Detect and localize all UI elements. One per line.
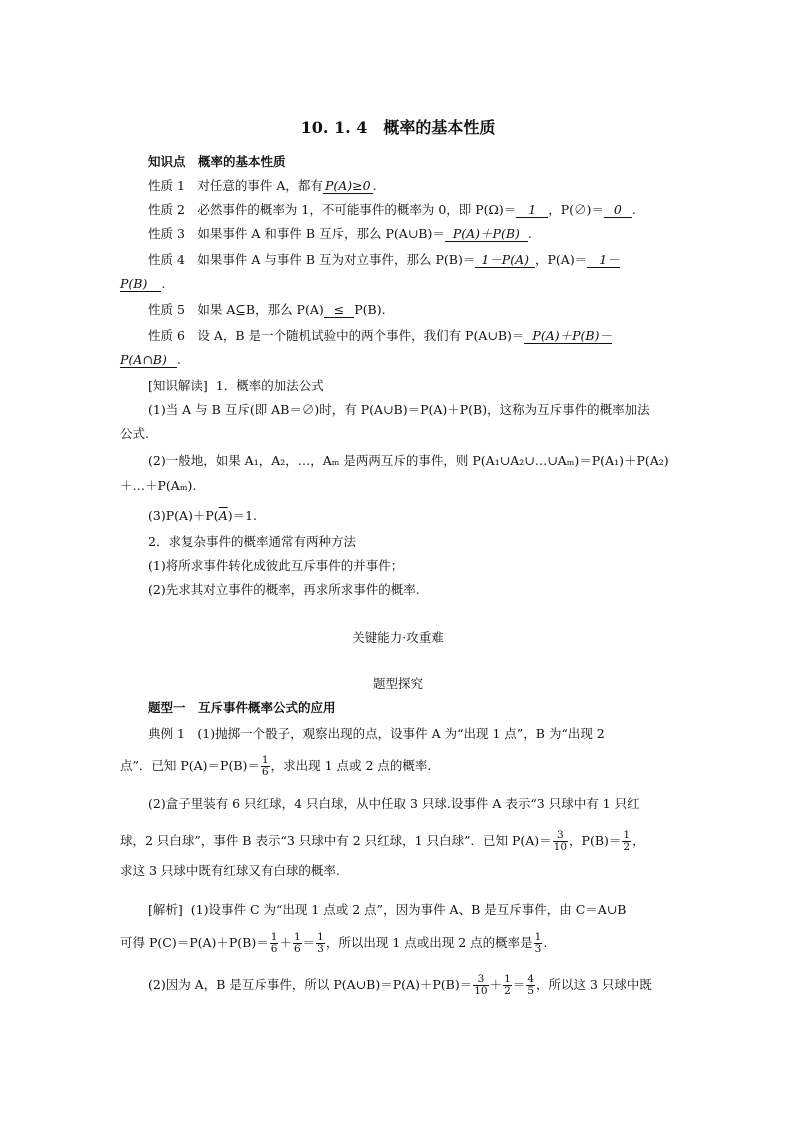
- fill-blank: 1－P(A): [475, 252, 535, 268]
- fraction: $\frac{1}{6}$: [261, 754, 269, 778]
- fraction: $\frac{1}{6}$: [270, 931, 278, 955]
- fill-blank: 1: [516, 202, 548, 218]
- knowledge-reading-heading: [知识解读] 1．概率的加法公式: [148, 378, 324, 393]
- example-1-1-cont: 点”．已知 P(A)＝P(B)＝ $\frac{1}{6}$ ，求出现 1 点或 2 点的概率.: [120, 754, 432, 778]
- property-4-cont: P(B) .: [120, 276, 166, 291]
- property-3: 性质 3 如果事件 A 和事件 B 互斥，那么 P(A∪B)＝ P(A)＋P(B) .: [148, 226, 532, 241]
- fill-blank: P(A)≥0: [324, 178, 371, 193]
- property-6-cont: P(A∩B) .: [120, 352, 181, 367]
- fraction: $\frac{1}{3}$: [317, 931, 324, 955]
- property-1: 性质 1 对任意的事件 A，都有 P(A)≥0 .: [148, 178, 377, 193]
- reading-1-3: $(3)P(A)+P(\overline{A})=1$.: [148, 508, 258, 523]
- example-1-2-cont: 球，2 只白球”，事件 B 表示“3 只球中有 2 只红球，1 只白球”．已知 P(A)＝ $\frac{3}{10}$ ，P(B)＝ $\frac{1}{2}$ ，: [120, 829, 645, 853]
- fraction: $\frac{3}{10}$: [553, 829, 568, 853]
- fill-blank: P(A)＋P(B)－: [524, 328, 612, 344]
- fraction: $\frac{4}{5}$: [527, 973, 535, 997]
- fraction: $\frac{1}{3}$: [534, 931, 542, 955]
- reading-1-2-cont: ＋…＋P(Aₘ).: [120, 478, 197, 493]
- fill-blank: ≤: [324, 302, 354, 318]
- solution-1-cont: 可得 P(C)＝P(A)＋P(B)＝ $\frac{1}{6}$ ＋ $\frac{1}{6}$ ＝ $\frac{1}{3}$ ，所以出现 1 点或出现 2 点的概率是 $\frac{1}{3}$ .: [120, 931, 548, 955]
- fraction: $\frac{1}{2}$: [504, 973, 511, 997]
- reading-2: 2．求复杂事件的概率通常有两种方法: [148, 534, 356, 549]
- page-title: 10. 1. 4 概率的基本性质: [300, 118, 496, 137]
- fill-blank: P(B): [120, 276, 161, 292]
- reading-2-2: (2)先求其对立事件的概率，再求所求事件的概率.: [148, 582, 420, 597]
- reading-1-1: (1)当 A 与 B 互斥(即 AB＝∅)时，有 P(A∪B)＝P(A)＋P(B)，这称为互斥事件的概率加法: [148, 402, 650, 417]
- example-1-1: 典例 1 (1)抛掷一个骰子，观察出现的点，设事件 A 为“出现 1 点”，B 为“出现 2: [148, 726, 605, 741]
- type-heading: 题型一 互斥事件概率公式的应用: [148, 700, 336, 715]
- subsection-heading: 题型探究: [372, 676, 423, 691]
- reading-2-1: (1)将所求事件转化成彼此互斥事件的并事件；: [148, 558, 404, 573]
- reading-1-2: (2)一般地，如果 A₁，A₂，…，Aₘ 是两两互斥的事件，则 P(A₁∪A₂∪…∪Aₘ)＝P(A₁)＋P(A₂): [148, 453, 669, 468]
- knowledge-heading: 知识点 概率的基本性质: [148, 154, 286, 169]
- property-5: 性质 5 如果 A⊆B，那么 P(A) ≤ P(B).: [148, 302, 386, 317]
- property-6: 性质 6 设 A，B 是一个随机试验中的两个事件，我们有 P(A∪B)＝ P(A)＋P(B)－: [148, 328, 612, 343]
- example-1-2: (2)盒子里装有 6 只红球，4 只白球，从中任取 3 只球.设事件 A 表示“3 只球中有 1 只红: [148, 796, 640, 811]
- solution-2: (2)因为 A，B 是互斥事件，所以 P(A∪B)＝P(A)＋P(B)＝ $\frac{3}{10}$ ＋ $\frac{1}{2}$ ＝ $\frac{4}{5}$ ，所以这 3 只球中既: [148, 973, 652, 997]
- fill-blank: 1－: [587, 252, 619, 268]
- fill-blank: 0: [604, 202, 632, 218]
- property-4: 性质 4 如果事件 A 与事件 B 互为对立事件，那么 P(B)＝ 1－P(A) ，P(A)＝ 1－: [148, 252, 620, 267]
- solution-1: [解析] (1)设事件 C 为“出现 1 点或 2 点”，因为事件 A、B 是互斥事件，由 C＝A∪B: [148, 902, 627, 917]
- fill-blank: P(A)＋P(B): [445, 226, 528, 242]
- example-1-2-cont2: 求这 3 只球中既有红球又有白球的概率.: [120, 863, 340, 878]
- reading-1-1-cont: 公式.: [120, 426, 149, 441]
- section-heading: 关键能力·攻重难: [352, 630, 444, 645]
- fraction: $\frac{1}{2}$: [623, 829, 631, 853]
- fraction: $\frac{3}{10}$: [474, 973, 488, 997]
- property-2: 性质 2 必然事件的概率为 1，不可能事件的概率为 0，即 P(Ω)＝ 1 ，P(∅)＝ 0 .: [148, 202, 636, 217]
- fraction: $\frac{1}{6}$: [293, 931, 301, 955]
- fill-blank: P(A∩B): [120, 352, 177, 368]
